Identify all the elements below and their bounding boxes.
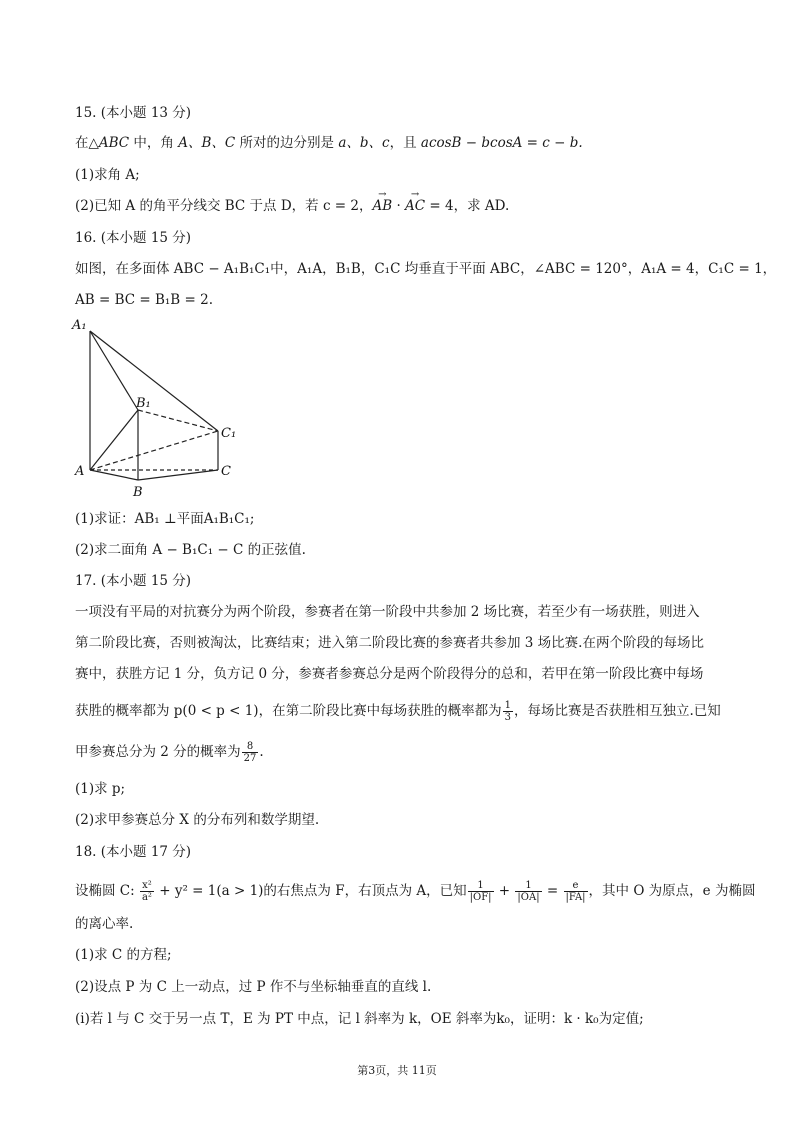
p17-line4 <box>75 700 721 723</box>
p15-stem-pre: 在△ <box>75 135 99 151</box>
p18-q2: (2)设点 P 为 C 上一动点，过 P 作不与坐标轴垂直的直线 l. <box>75 979 432 995</box>
p15-stem-angles: A、B、C <box>178 135 236 151</box>
label-a1: A₁ <box>72 318 87 333</box>
p17-line2: 第二阶段比赛，否则被淘汰，比赛结束；进入第二阶段比赛的参赛者共参加 3 场比赛.在两个阶段的每场比 <box>75 635 704 651</box>
p15-vector-ac: → AC <box>405 196 425 216</box>
p17-q1: (1)求 p; <box>75 781 126 797</box>
p17-line4-post: ，每场比赛是否获胜相互独立.已知 <box>513 703 721 719</box>
p15-stem <box>75 133 583 153</box>
polyhedron-figure <box>70 313 250 503</box>
p17-line5-post: . <box>259 744 264 760</box>
p15-vector-ab: → AB <box>373 196 393 216</box>
fraction-numerator: 8 <box>242 741 259 753</box>
p15-q2 <box>75 196 509 216</box>
p16-line2: AB = BC = B₁B = 2. <box>75 292 213 308</box>
fraction-x2-a2 <box>140 880 154 903</box>
p15-stem-mid3: ，且 <box>389 135 421 151</box>
label-c: C <box>221 464 231 479</box>
fraction-eight-27ths <box>242 741 259 764</box>
p15-stem-mid2: 所对的边分别是 <box>235 135 339 151</box>
p18-line1-plus: + <box>494 883 515 899</box>
p15-stem-abc: ABC <box>98 135 130 151</box>
edge-ac1 <box>90 431 218 470</box>
fraction-denominator: |OA| <box>517 892 540 903</box>
label-c1: C₁ <box>221 426 237 441</box>
fraction-denominator: 27 <box>243 753 257 764</box>
p17-line1: 一项没有平局的对抗赛分为两个阶段，参赛者在第一阶段中共参加 2 场比赛，若至少有一场获胜，则进入 <box>75 604 700 620</box>
fraction-denominator: 3 <box>504 712 511 723</box>
page-number: 第3页，共 11页 <box>357 1064 437 1077</box>
fraction-one-third <box>503 700 513 723</box>
label-a: A <box>75 464 85 479</box>
fraction-denominator: a² <box>141 892 152 903</box>
edge-b1c1 <box>138 410 218 431</box>
p17-line4-pre: 获胜的概率都为 p(0 < p < 1)，在第二阶段比赛中每场获胜的概率都为 <box>75 703 502 719</box>
fraction-1-oa <box>515 880 541 903</box>
fraction-numerator: 1 <box>504 700 511 711</box>
p18-line1-eq: = <box>542 883 563 899</box>
p18-line2: 的离心率. <box>75 916 134 932</box>
p17-line5-pre: 甲参赛总分为 2 分的概率为 <box>75 744 241 760</box>
edge-ab <box>90 470 138 480</box>
p17-header: 17. (本小题 15 分) <box>75 573 192 589</box>
p18-line1-mid: + y² = 1(a > 1)的右焦点为 F，右顶点为 A，已知 <box>154 883 467 899</box>
p15-stem-eq: acosB − bcosA = c − b. <box>420 135 583 151</box>
fraction-numerator: x² <box>140 880 154 892</box>
p16-header: 16. (本小题 15 分) <box>75 230 192 246</box>
fraction-numerator: 1 <box>468 880 494 892</box>
p15-stem-mid: 中，角 <box>129 135 179 151</box>
p18-q1: (1)求 C 的方程; <box>75 947 172 963</box>
label-b1: B₁ <box>136 396 151 411</box>
edge-ab1 <box>90 410 138 470</box>
label-b: B <box>133 485 143 500</box>
p15-q2-post: = 4，求 AD. <box>425 198 510 214</box>
p15-stem-sides: a、b、c <box>338 135 390 151</box>
p18-header: 18. (本小题 17 分) <box>75 844 192 860</box>
fraction-numerator: e <box>564 880 588 892</box>
p18-line1-post: ，其中 O 为原点，e 为椭圆 <box>588 883 756 899</box>
p18-line1-pre: 设椭圆 C: <box>75 883 139 899</box>
p15-q2-dot: · <box>392 198 406 214</box>
edge-a1b1 <box>90 331 138 410</box>
p17-line5 <box>75 741 264 764</box>
p15-q2-pre: (2)已知 A 的角平分线交 BC 于点 D，若 c = 2， <box>75 198 373 214</box>
p16-q1: (1)求证：AB₁ ⊥平面A₁B₁C₁; <box>75 511 255 527</box>
p18-line1 <box>75 880 755 903</box>
fraction-numerator: 1 <box>515 880 541 892</box>
p17-q2: (2)求甲参赛总分 X 的分布列和数学期望. <box>75 812 320 828</box>
p16-line1: 如图，在多面体 ABC − A₁B₁C₁中，A₁A，B₁B，C₁C 均垂直于平面 ABC，∠ABC = 120°，A₁A = 4，C₁C = 1， <box>75 261 777 277</box>
fraction-e-fa <box>564 880 588 903</box>
p17-line3: 赛中，获胜方记 1 分，负方记 0 分，参赛者参赛总分是两个阶段得分的总和，若甲在第一阶段比赛中每场 <box>75 666 704 682</box>
p15-q1: (1)求角 A; <box>75 167 140 183</box>
p18-q2i: (i)若 l 与 C 交于另一点 T，E 为 PT 中点，记 l 斜率为 k，OE 斜率为k₀，证明：k · k₀为定值; <box>75 1011 644 1027</box>
edge-bc <box>138 470 218 480</box>
edge-a1c1 <box>90 331 218 431</box>
fraction-1-of <box>468 880 494 903</box>
p15-header: 15. (本小题 13 分) <box>75 105 192 121</box>
fraction-denominator: |OF| <box>469 892 492 903</box>
fraction-denominator: |FA| <box>565 892 586 903</box>
p16-q2: (2)求二面角 A − B₁C₁ − C 的正弦值. <box>75 542 306 558</box>
